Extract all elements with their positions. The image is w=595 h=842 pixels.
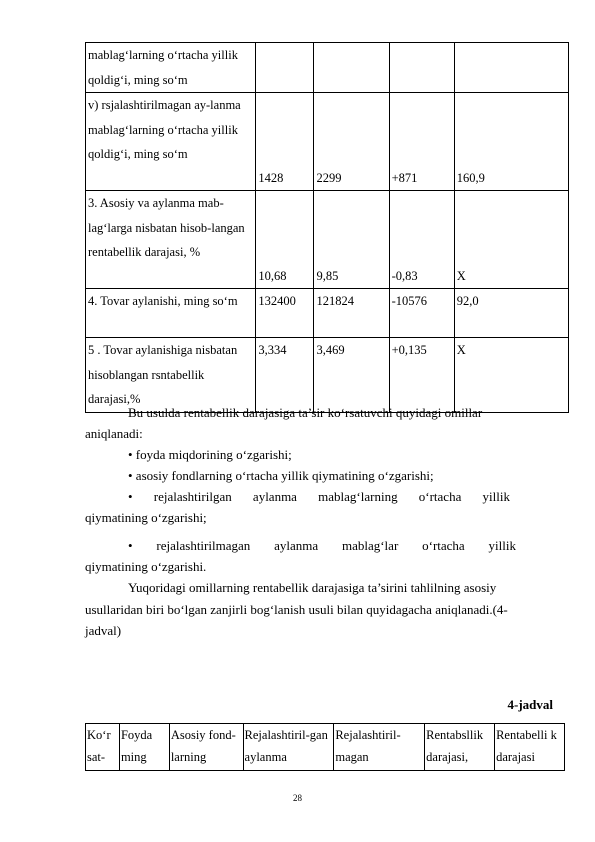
bullet-item: • asosiy fondlarning o‘rtacha yillik qiymatining o‘zgarishi; (128, 468, 434, 483)
cell-value: +871 (389, 93, 454, 191)
cell-value: 9,85 (314, 191, 389, 289)
row-label: 3. Asosiy va aylanma mab-lag‘larga nisbatan hisob-langan rentabellik darajasi, % (86, 191, 256, 289)
paragraph-line: jadval) (85, 623, 122, 638)
cell-value: -10576 (389, 289, 454, 338)
cell-value: 121824 (314, 289, 389, 338)
cell-value: 2299 (314, 93, 389, 191)
paragraph-line: qiymatining o‘zgarishi; (85, 510, 207, 525)
paragraph-line: qiymatining o‘zgarishi. (85, 559, 207, 574)
column-header: Rejalashtiril-magan (334, 724, 425, 771)
table-row (86, 338, 569, 413)
table-row (86, 93, 569, 191)
cell-value: 92,0 (454, 289, 568, 338)
cell-value: -0,83 (389, 191, 454, 289)
cell-value: X (454, 338, 568, 413)
column-header: Ko‘r sat- (86, 724, 120, 771)
column-header: Asosiy fond-larning (169, 724, 243, 771)
cell-value: X (454, 191, 568, 289)
cell-value: 10,68 (256, 191, 314, 289)
table-row (86, 289, 569, 338)
paragraph-line: Yuqoridagi omillarning rentabellik darajasiga ta’sirini tahlilning asosiy (128, 580, 497, 595)
table-row (86, 191, 569, 289)
cell-value: 132400 (256, 289, 314, 338)
paragraph-line: Bu usulda rentabellik darajasiga ta’sir ko‘rsatuvchi quyidagi omillar (128, 405, 483, 420)
row-label: 5 . Tovar aylanishiga nisbatan hisoblangan rsntabellik darajasi,% (86, 338, 256, 413)
column-header: Rejalashtiril-gan aylanma (243, 724, 334, 771)
cell-value (314, 43, 389, 93)
cell-value: +0,135 (389, 338, 454, 413)
table-row (86, 43, 569, 93)
cell-value (389, 43, 454, 93)
table-caption: 4-jadval (507, 697, 553, 712)
data-table-1 (85, 42, 569, 413)
page-number: 28 (293, 793, 302, 803)
cell-value: 3,334 (256, 338, 314, 413)
cell-value (256, 43, 314, 93)
bullet-item: • foyda miqdorining o‘zgarishi; (128, 447, 292, 462)
row-label: mablag‘larning o‘rtacha yillik qoldig‘i, ming so‘m (86, 43, 256, 93)
column-header: Rentabelli k darajasi (495, 724, 565, 771)
row-label: 4. Tovar aylanishi, ming so‘m (86, 289, 256, 338)
column-header: Foyda ming (119, 724, 169, 771)
data-table-2 (85, 723, 565, 771)
bullet-item: • rejalashtirilmagan aylanma mablag‘lar o‘rtacha yillik (128, 538, 516, 553)
row-label: v) rsjalashtirilmagan ay-lanma mablag‘larning o‘rtacha yillik qoldig‘i, ming so‘m (86, 93, 256, 191)
table-header-row (86, 724, 565, 771)
cell-value: 160,9 (454, 93, 568, 191)
cell-value: 3,469 (314, 338, 389, 413)
paragraph-line: usullaridan biri bo‘lgan zanjirli bog‘lanish usuli bilan quyidagacha aniqlanadi.(4- (85, 602, 508, 617)
bullet-item: • rejalashtirilgan aylanma mablag‘larning o‘rtacha yillik (128, 489, 510, 504)
paragraph-line: aniqlanadi: (85, 426, 143, 441)
cell-value: 1428 (256, 93, 314, 191)
column-header: Rentabsllik darajasi, (425, 724, 495, 771)
cell-value (454, 43, 568, 93)
